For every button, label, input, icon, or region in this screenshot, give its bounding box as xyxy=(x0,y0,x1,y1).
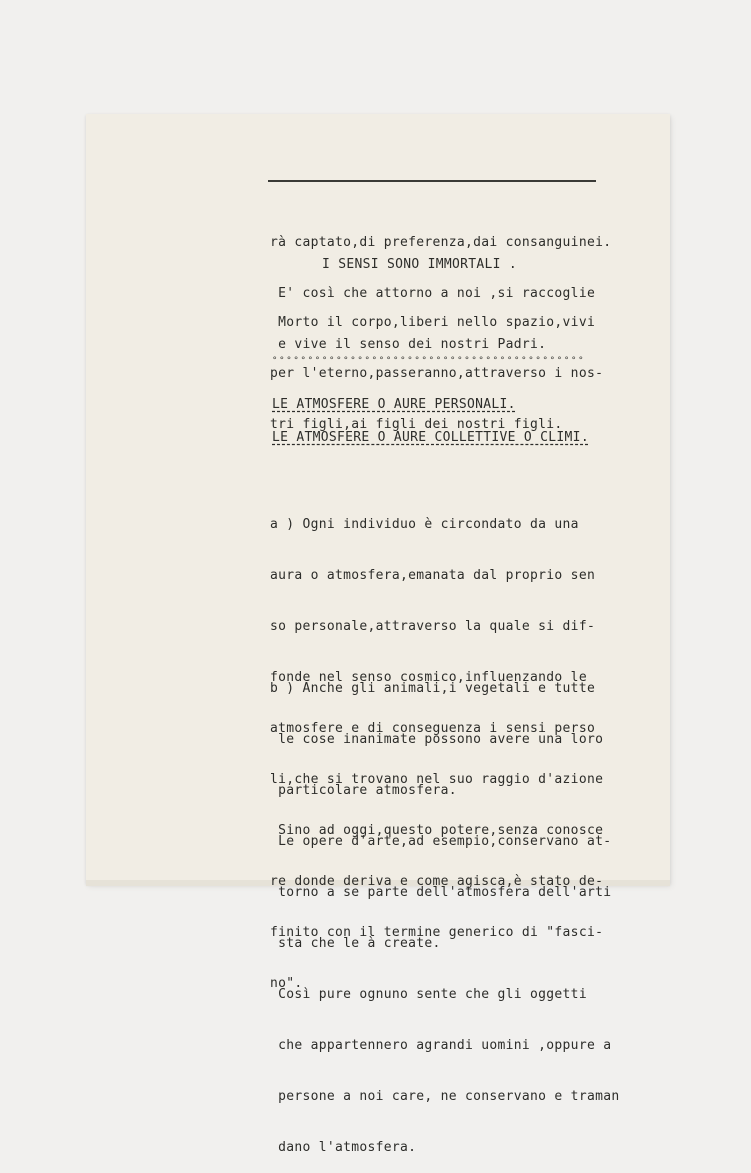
text-line: dano l'atmosfera. xyxy=(270,1140,417,1155)
dotted-separator: °°°°°°°°°°°°°°°°°°°°°°°°°°°°°°°°°°°°°°°°°°°° xyxy=(272,356,586,366)
text-line: e vive il senso dei nostri Padri. xyxy=(270,337,547,352)
text-line: Le opere d'arte,ad esempio,conservano at- xyxy=(270,834,612,849)
text-line: re donde deriva e come agisca,è stato de- xyxy=(270,874,604,889)
text-line: per l'eterno,passeranno,attraverso i nos- xyxy=(270,366,604,381)
section-heading-immortal: I SENSI SONO IMMORTALI . xyxy=(322,257,518,272)
text-line: a ) Ogni individuo è circondato da una xyxy=(270,517,579,532)
text-line: Sino ad oggi,questo potere,senza conosce xyxy=(270,823,604,838)
text-line: no". xyxy=(270,976,303,991)
heading-collective-auras: LE ATMOSFERE O AURE COLLETTIVE O CLIMI. xyxy=(272,430,589,445)
text-line: tri figli,ai figli dei nostri figli. xyxy=(270,417,563,432)
top-rule xyxy=(268,180,596,182)
paragraph-b xyxy=(270,646,619,1173)
heading-personal-auras: LE ATMOSFERE O AURE PERSONALI. xyxy=(272,397,516,412)
text-line: so personale,attraverso la quale si dif- xyxy=(270,619,596,634)
text-line: Così pure ognuno sente che gli oggetti xyxy=(270,987,587,1002)
text-line: li,che si trovano nel suo raggio d'azione xyxy=(270,772,604,787)
text-line: rà captato,di preferenza,dai consanguinei. xyxy=(270,235,612,250)
text-line: b ) Anche gli animali,i vegetali e tutte xyxy=(270,681,596,696)
text-line: particolare atmosfera. xyxy=(270,783,457,798)
text-line: che appartennero agrandi uomini ,oppure a xyxy=(270,1038,612,1053)
text-line: sta che le à create. xyxy=(270,936,441,951)
text-line: atmosfere e di conseguenza i sensi perso xyxy=(270,721,596,736)
text-line: Morto il corpo,liberi nello spazio,vivi xyxy=(270,315,596,330)
text-line: persone a noi care, ne conservano e traman xyxy=(270,1089,620,1104)
text-line: fonde nel senso cosmico,influenzando le xyxy=(270,670,587,685)
text-line: E' così che attorno a noi ,si raccoglie xyxy=(270,286,596,301)
text-line: aura o atmosfera,emanata dal proprio sen xyxy=(270,568,596,583)
text-line: finito con il termine generico di "fasci- xyxy=(270,925,604,940)
text-line: le cose inanimate possono avere una loro xyxy=(270,732,604,747)
text-line: torno a se parte dell'atmosfera dell'arti xyxy=(270,885,612,900)
